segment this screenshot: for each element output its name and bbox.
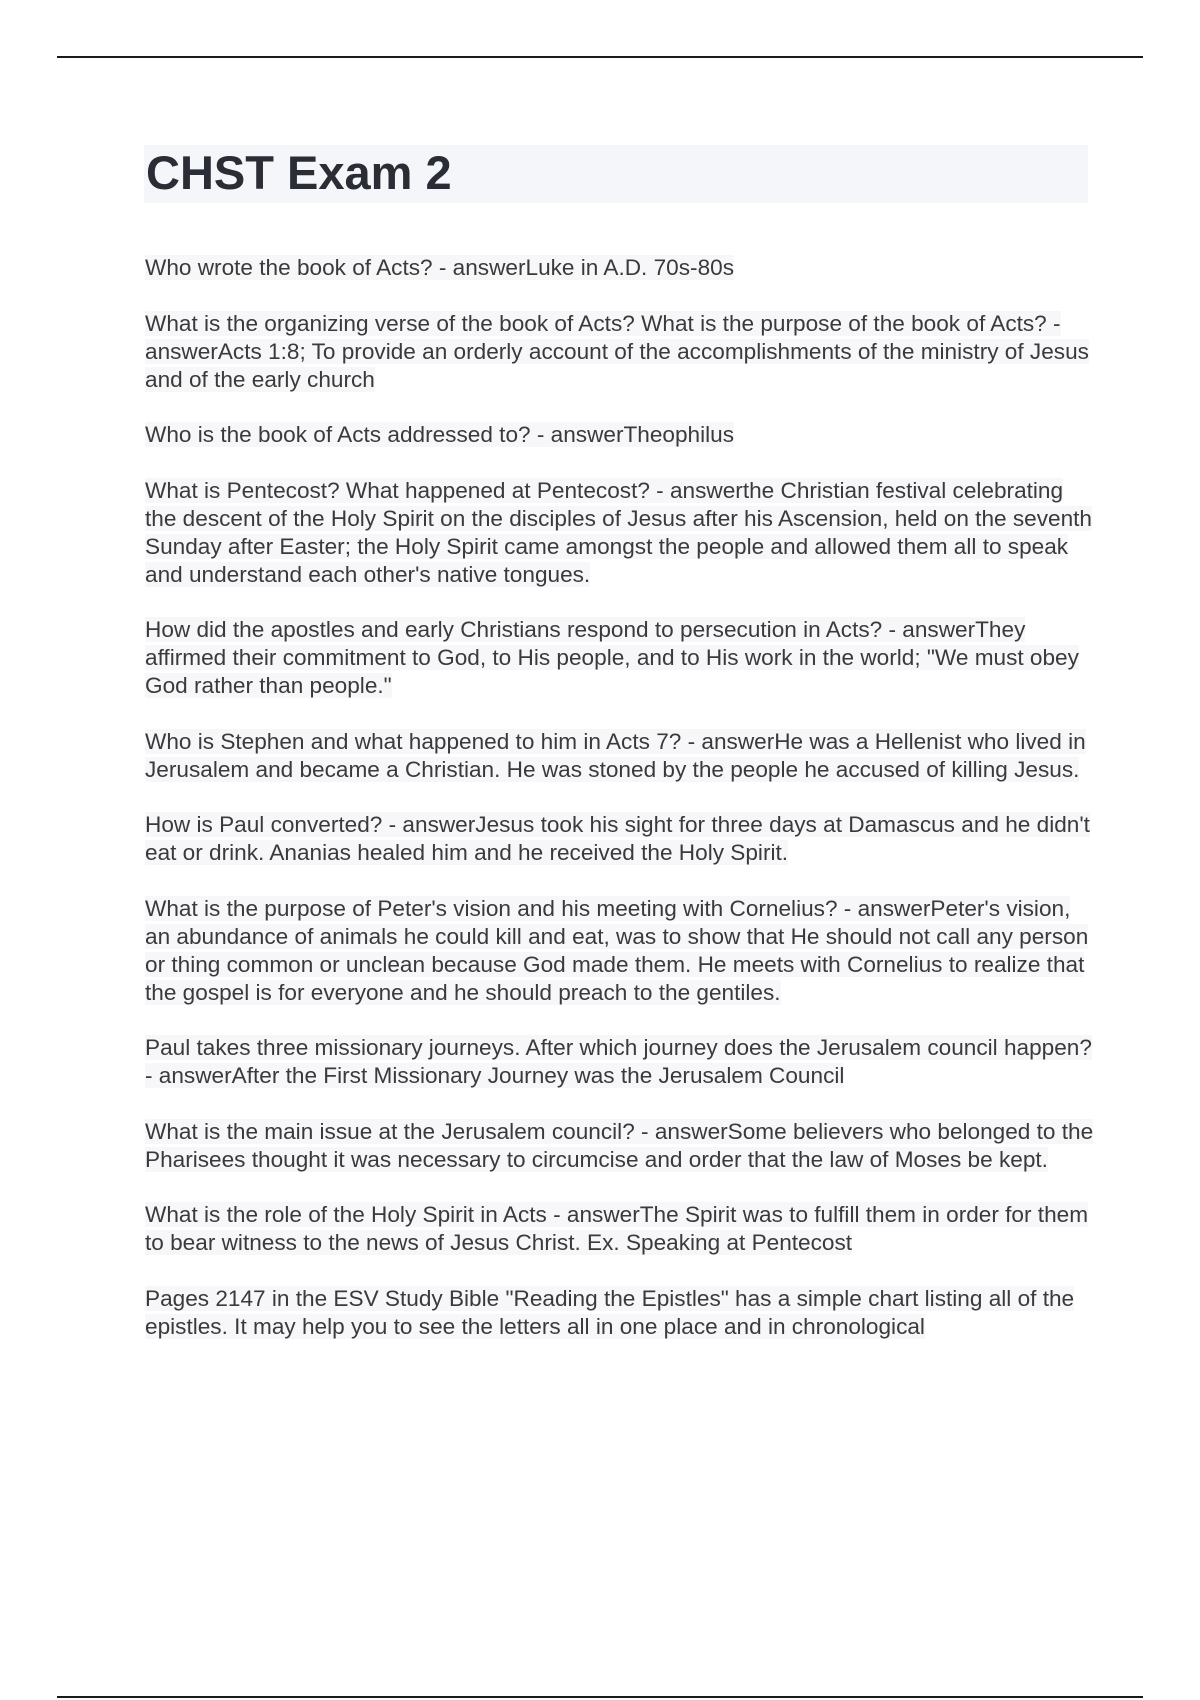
qa-item [145,310,1095,394]
qa-text: What is Pentecost? What happened at Pentecost? - answerthe Christian festival celebrating the descent of the Holy Spirit on the disciples of Jesus after his Ascension, held on the seventh Sunday after Easter; the Holy Spirit came amongst the people and allowed them all to speak and understand each other's native tongues. [145,477,1092,587]
qa-text: Who is the book of Acts addressed to? - answerTheophilus [145,422,735,447]
qa-item [145,477,1095,589]
qa-item [145,616,1095,700]
qa-item [145,895,1095,1007]
top-rule [57,56,1143,58]
qa-text: What is the purpose of Peter's vision and his meeting with Cornelius? - answerPeter's vision, an abundance of animals he could kill and eat, was to show that He should not call any person or thing common or unclean because God made them. He meets with Cornelius to realize that the gospel is for everyone and he should preach to the gentiles. [145,895,1089,1005]
qa-item [145,1201,1095,1257]
qa-text: How did the apostles and early Christians respond to persecution in Acts? - answerThey affirmed their commitment to God, to His people, and to His work in the world; "We must obey God rather than people." [145,617,1079,698]
document-title: CHST Exam 2 [146,146,452,199]
qa-text: Who wrote the book of Acts? - answerLuke in A.D. 70s-80s [145,255,734,280]
bottom-rule [57,1696,1143,1698]
qa-item [145,728,1095,784]
qa-text: What is the role of the Holy Spirit in Acts - answerThe Spirit was to fulfill them in order for them to bear witness to the news of Jesus Christ. Ex. Speaking at Pentecost [145,1202,1089,1255]
qa-item [145,1034,1095,1090]
qa-item [145,811,1095,867]
qa-text: Pages 2147 in the ESV Study Bible "Reading the Epistles" has a simple chart listing all of the epistles. It may help you to see the letters all in one place and in chronological [145,1285,1075,1339]
qa-item [145,254,1095,282]
qa-text: What is the organizing verse of the book of Acts? What is the purpose of the book of Acts? - answerActs 1:8; To provide an orderly account of the accomplishments of the ministry of Jesus and of the early church [145,310,1089,392]
qa-item [145,1285,1095,1341]
qa-text: Paul takes three missionary journeys. After which journey does the Jerusalem council happen? - answerAfter the First Missionary Journey was the Jerusalem Council [145,1035,1092,1088]
qa-list [145,254,1095,1368]
qa-text: How is Paul converted? - answerJesus took his sight for three days at Damascus and he didn't eat or drink. Ananias healed him and he received the Holy Spirit. [145,812,1090,865]
qa-item [145,421,1095,449]
qa-item [145,1118,1095,1174]
qa-text: What is the main issue at the Jerusalem council? - answerSome believers who belonged to the Pharisees thought it was necessary to circumcise and order that the law of Moses be kept. [145,1118,1094,1172]
qa-text: Who is Stephen and what happened to him in Acts 7? - answerHe was a Hellenist who lived in Jerusalem and became a Christian. He was stoned by the people he accused of killing Jesus. [145,728,1086,782]
